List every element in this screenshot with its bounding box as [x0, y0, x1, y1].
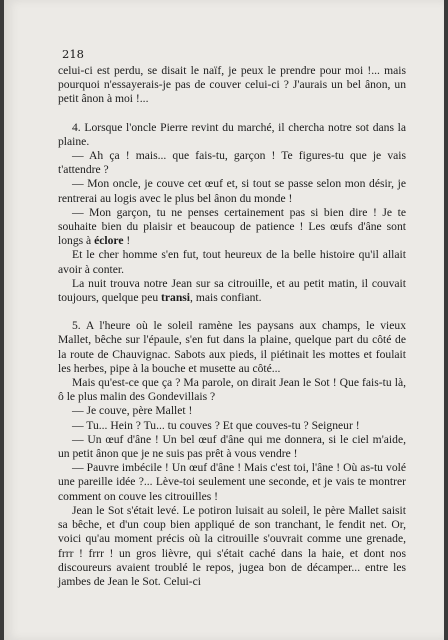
text-run: — Un œuf d'âne ! Un bel œuf d'âne qui me donnera, si le ciel m'aide, un petit ânon que je ne suis pas prêt à vous vendre ! — [58, 432, 406, 461]
page-number: 218 — [62, 47, 84, 61]
text-run: Jean le Sot s'était levé. Le potiron luisait au soleil, le père Mallet saisit sa bêche, et d'un coup bien appliqué de son tranchant, le fendit net. Or, voici qu'au moment précis où la citrouille s'ouvrait comme une grenade, frrr ! frrr ! un gros lièvre, qui s'était caché dans la haie, et dont nos discoureurs avaient troublé le repos, jugea bon de décamper... entre les jambes de Jean le Sot. Celui-ci — [58, 503, 406, 588]
paragraph — [58, 376, 406, 404]
paragraph — [58, 404, 406, 418]
text-run: Et le cher homme s'en fut, tout heureux de la belle histoire qu'il allait avoir à conter. — [58, 248, 406, 276]
text-run: 5. A l'heure où le soleil ramène les paysans aux champs, le vieux Mallet, bêche sur l'épaule, s'en fut dans la plaine, quelque part du côté de la route de Chauvignac. Sabots aux pieds, il piétinait les mottes et foulait les herbes, pipe à la bouche et musette au côté... — [58, 319, 406, 375]
body-text — [58, 64, 406, 589]
text-run: — Pauvre imbécile ! Un œuf d'âne ! Mais c'est toi, l'âne ! Où as-tu volé une pareille idée ?... Lève-toi seulement une seconde, et je vais te montrer comment on couve les citrouilles ! — [58, 461, 406, 503]
text-run: Mais qu'est-ce que ça ? Ma parole, on dirait Jean le Sot ! Que fais-tu là, ô le plus malin des Gondevillais ? — [58, 376, 406, 404]
paragraph — [58, 64, 406, 107]
paragraph — [58, 433, 406, 461]
text-run: , mais confiant. — [190, 291, 262, 305]
text-run: — Mon oncle, je couve cet œuf et, si tout se passe selon mon désir, je rentrerai au logis avec le plus bel ânon du monde ! — [58, 177, 406, 205]
text-run: 4. Lorsque l'oncle Pierre revint du marché, il chercha notre sot dans la plaine. — [58, 120, 406, 148]
paragraph — [58, 177, 406, 205]
paragraph — [58, 461, 406, 504]
paragraph — [58, 419, 406, 433]
text-run: — Mon garçon, tu ne penses certainement pas si bien dire ! Je te souhaite bien du plaisir et beaucoup de patience ! Les œufs d'âne sont longs à — [58, 205, 406, 248]
text-run: — Je couve, père Mallet ! — [72, 404, 193, 418]
paragraph — [58, 248, 406, 276]
paragraph — [58, 277, 406, 305]
paragraph — [58, 149, 406, 177]
bold-word: transi — [161, 291, 191, 305]
text-run: — Ah ça ! mais... que fais-tu, garçon ! Te figures-tu que je vais t'attendre ? — [58, 149, 406, 177]
paragraph — [58, 206, 406, 249]
paragraph — [58, 121, 406, 149]
paragraph — [58, 504, 406, 589]
text-run: — Tu... Hein ? Tu... tu couves ? Et que couves-tu ? Seigneur ! — [72, 418, 360, 432]
book-page — [4, 0, 444, 640]
text-run: ! — [123, 234, 131, 248]
text-run: La nuit trouva notre Jean sur sa citrouille, et au petit matin, il couvait toujours, quelque peu — [58, 276, 406, 305]
text-run: celui-ci est perdu, se disait le naïf, je peux le prendre pour moi !... mais pourquoi n'essayerais-je pas de couver celui-ci ? J'aurais un bel ânon, un petit ânon à moi !... — [58, 64, 406, 106]
paragraph — [58, 319, 406, 376]
bold-word: éclore — [94, 234, 124, 248]
